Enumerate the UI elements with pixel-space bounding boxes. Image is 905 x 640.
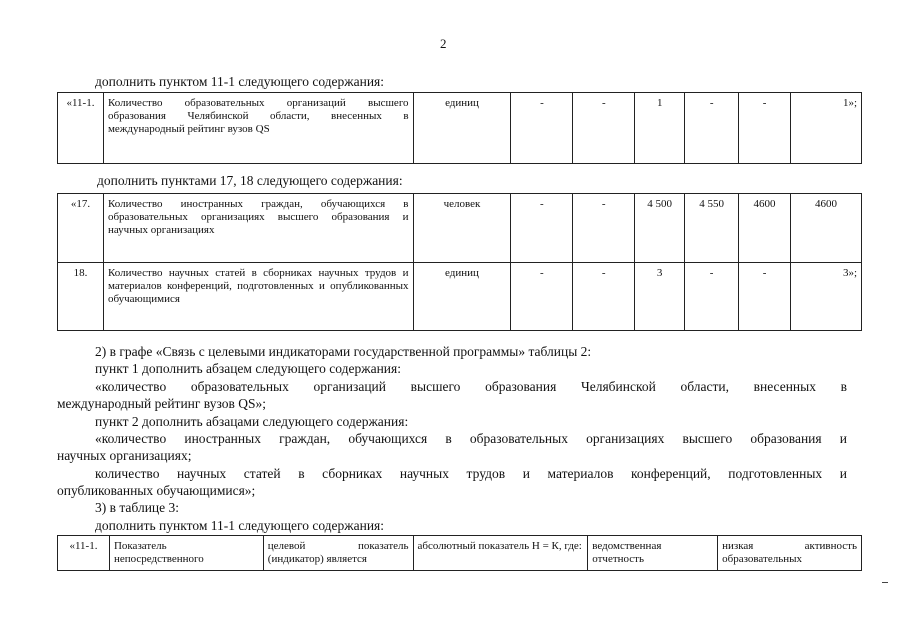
row-number: «11-1. <box>58 536 110 571</box>
body-paragraph-6b: опубликованных обучающимися»; <box>57 483 256 498</box>
intro-paragraph-1: дополнить пунктом 11-1 следующего содержания: <box>95 74 385 89</box>
body-paragraph-4: пункт 2 дополнить абзацами следующего содержания: <box>95 414 409 429</box>
value-cell: - <box>685 93 739 164</box>
value-cell: 4 550 <box>685 194 739 263</box>
indicator-table-1 <box>57 92 862 164</box>
value-cell: - <box>739 263 791 331</box>
body-paragraph-2: пункт 1 дополнить абзацем следующего содержания: <box>95 361 401 376</box>
value-cell: 1 <box>635 93 685 164</box>
body-paragraph-1: 2) в графе «Связь с целевыми индикаторами государственной программы» таблицы 2: <box>95 344 592 359</box>
indicator-description: Показатель непосредственного <box>109 536 263 571</box>
value-cell: - <box>573 263 635 331</box>
indicator-table-3 <box>57 535 862 571</box>
indicator-name: Количество образовательных организаций высшего образования Челябинской области, внесенных в международный рейтинг вузов QS <box>103 93 413 164</box>
page-number: 2 <box>440 36 447 51</box>
value-cell: 3 <box>635 263 685 331</box>
value-cell: 4600 <box>791 194 862 263</box>
value-cell: 1»; <box>791 93 862 164</box>
indicator-type: целевой показатель (индикатор) является <box>263 536 413 571</box>
value-cell: - <box>511 93 573 164</box>
indicator-name: Количество научных статей в сборниках научных трудов и материалов конференций, подготовленных и опубликованных обучающимися <box>103 263 413 331</box>
value-cell: - <box>573 194 635 263</box>
value-cell: - <box>573 93 635 164</box>
value-cell: 3»; <box>791 263 862 331</box>
unit-cell: человек <box>413 194 511 263</box>
body-paragraph-8: дополнить пунктом 11-1 следующего содержания: <box>95 518 385 533</box>
value-cell: - <box>685 263 739 331</box>
row-number: «11-1. <box>58 93 104 164</box>
indicator-table-2 <box>57 193 862 331</box>
body-paragraph-7: 3) в таблице 3: <box>95 500 180 515</box>
data-source: ведомственная отчетность <box>588 536 718 571</box>
value-cell: 4600 <box>739 194 791 263</box>
body-paragraph-6a: количество научных статей в сборниках научных трудов и материалов конференций, подготовленных и <box>95 466 847 481</box>
row-number: 18. <box>58 263 104 331</box>
row-number: «17. <box>58 194 104 263</box>
scan-mark <box>882 582 888 583</box>
body-paragraph-5b: научных организациях; <box>57 448 192 463</box>
unit-cell: единиц <box>413 93 511 164</box>
table-row <box>58 93 862 164</box>
value-cell: 4 500 <box>635 194 685 263</box>
value-cell: - <box>511 194 573 263</box>
body-paragraph-3a: «количество образовательных организаций высшего образования Челябинской области, внесенных в <box>95 379 847 394</box>
body-paragraph-3b: международный рейтинг вузов QS»; <box>57 396 266 411</box>
body-paragraph-5a: «количество иностранных граждан, обучающихся в образовательных организациях высшего образования и <box>95 431 847 446</box>
value-cell: - <box>511 263 573 331</box>
table-row <box>58 194 862 263</box>
value-cell: - <box>739 93 791 164</box>
table-row <box>58 263 862 331</box>
unit-cell: единиц <box>413 263 511 331</box>
risk-factor: низкая активность образовательных <box>718 536 862 571</box>
indicator-formula: абсолютный показатель Н = К, где: <box>413 536 588 571</box>
intro-paragraph-2: дополнить пунктами 17, 18 следующего содержания: <box>97 173 403 188</box>
indicator-name: Количество иностранных граждан, обучающихся в образовательных организациях высшего образования и научных организациях <box>103 194 413 263</box>
table-row <box>58 536 862 571</box>
